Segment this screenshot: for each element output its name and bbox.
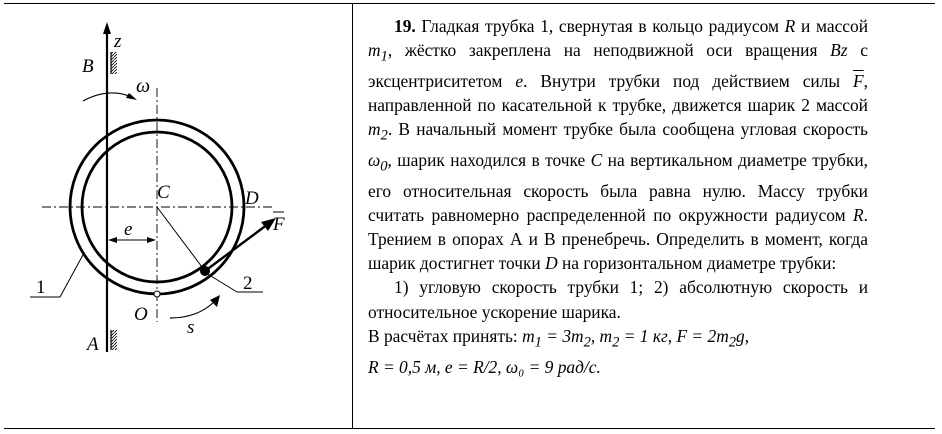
point-o <box>154 291 160 297</box>
force-label: F <box>273 214 285 235</box>
eccentricity-label: e <box>124 219 133 240</box>
bearing-b-hatch <box>111 52 117 74</box>
var-m1: $m_1$ <box>368 40 388 65</box>
text-run: , направленной по касательной к трубке, движется шарик 2 массой <box>368 70 868 116</box>
var-e: e <box>515 70 524 91</box>
var-c: C <box>590 149 603 170</box>
arc-s-label: s <box>187 317 195 338</box>
bearing-a-hatch <box>111 330 117 350</box>
point-o-label: O <box>134 304 148 325</box>
radius-line <box>157 207 205 271</box>
tube-number-label: 1 <box>36 277 46 298</box>
problem-number: 19. <box>394 16 416 36</box>
text-run: , шарик находился в точке <box>387 149 591 170</box>
text-run: . Внутри трубки под действием силы <box>523 70 854 91</box>
text-run: с эксцентриситетом <box>368 40 868 91</box>
point-c-label: C <box>157 182 170 203</box>
text-run: . Трением в опорах А и В пренебречь. Определить в момент, когда шарик достигнет точки <box>368 204 868 274</box>
text-run: на вертикальном диаметре трубки, его относительная скорость была равна нулю. Массу трубки считать равномерно распределенной по окружности радиусом <box>368 149 868 225</box>
problem-text <box>368 14 868 379</box>
text-run: на горизонтальном диаметре трубки: <box>557 253 837 274</box>
mechanism-figure <box>0 0 352 434</box>
omega-label: ω <box>136 75 151 97</box>
var-d: D <box>545 253 558 274</box>
bearing-b-label: B <box>82 56 94 77</box>
var-omega0: $\omega_0$ <box>368 149 388 175</box>
text-run: , жёстко закреплена на неподвижной оси вращения <box>387 40 831 61</box>
text-run: . В начальный момент трубке была сообщена угловая скорость <box>387 119 868 140</box>
ball-number-label: 2 <box>243 273 253 294</box>
var-m2: $m_2$ <box>368 119 388 144</box>
given-values-line2: R = 0,5 м, e = R/2, ω₀ = 9 рад/с. <box>368 356 601 377</box>
problem-statement <box>368 14 868 275</box>
var-r: R <box>784 16 796 36</box>
var-bz: Bz <box>830 40 848 61</box>
force-vector <box>205 224 268 271</box>
var-r: R <box>853 204 864 225</box>
ball-leader <box>206 273 237 292</box>
z-axis-arrowhead <box>103 22 111 34</box>
tube-leader <box>60 253 84 297</box>
point-d-label: D <box>245 188 259 209</box>
given-values-line1: В расчётах принять: $m_1 = 3m_2$, $m_2 = 1$ кг, $F = 2m_2g$, <box>368 325 750 351</box>
text-run: и массой <box>795 16 869 36</box>
bearing-a-label: A <box>87 334 99 355</box>
ecc-arrow-left <box>108 237 117 243</box>
z-label: z <box>114 31 122 52</box>
problem-questions: 1) угловую скорость трубки 1; 2) абсолютную скорость и относительное ускорение шарика. <box>368 277 868 322</box>
column-divider <box>352 4 353 429</box>
var-f: $\overline{F}$ <box>853 70 864 91</box>
ecc-arrow-right <box>147 237 156 243</box>
arc-s-arrowhead <box>210 295 220 307</box>
text-run: Гладкая трубка 1, свернутая в кольцо радиусом <box>415 16 785 36</box>
arc-s <box>170 302 214 318</box>
